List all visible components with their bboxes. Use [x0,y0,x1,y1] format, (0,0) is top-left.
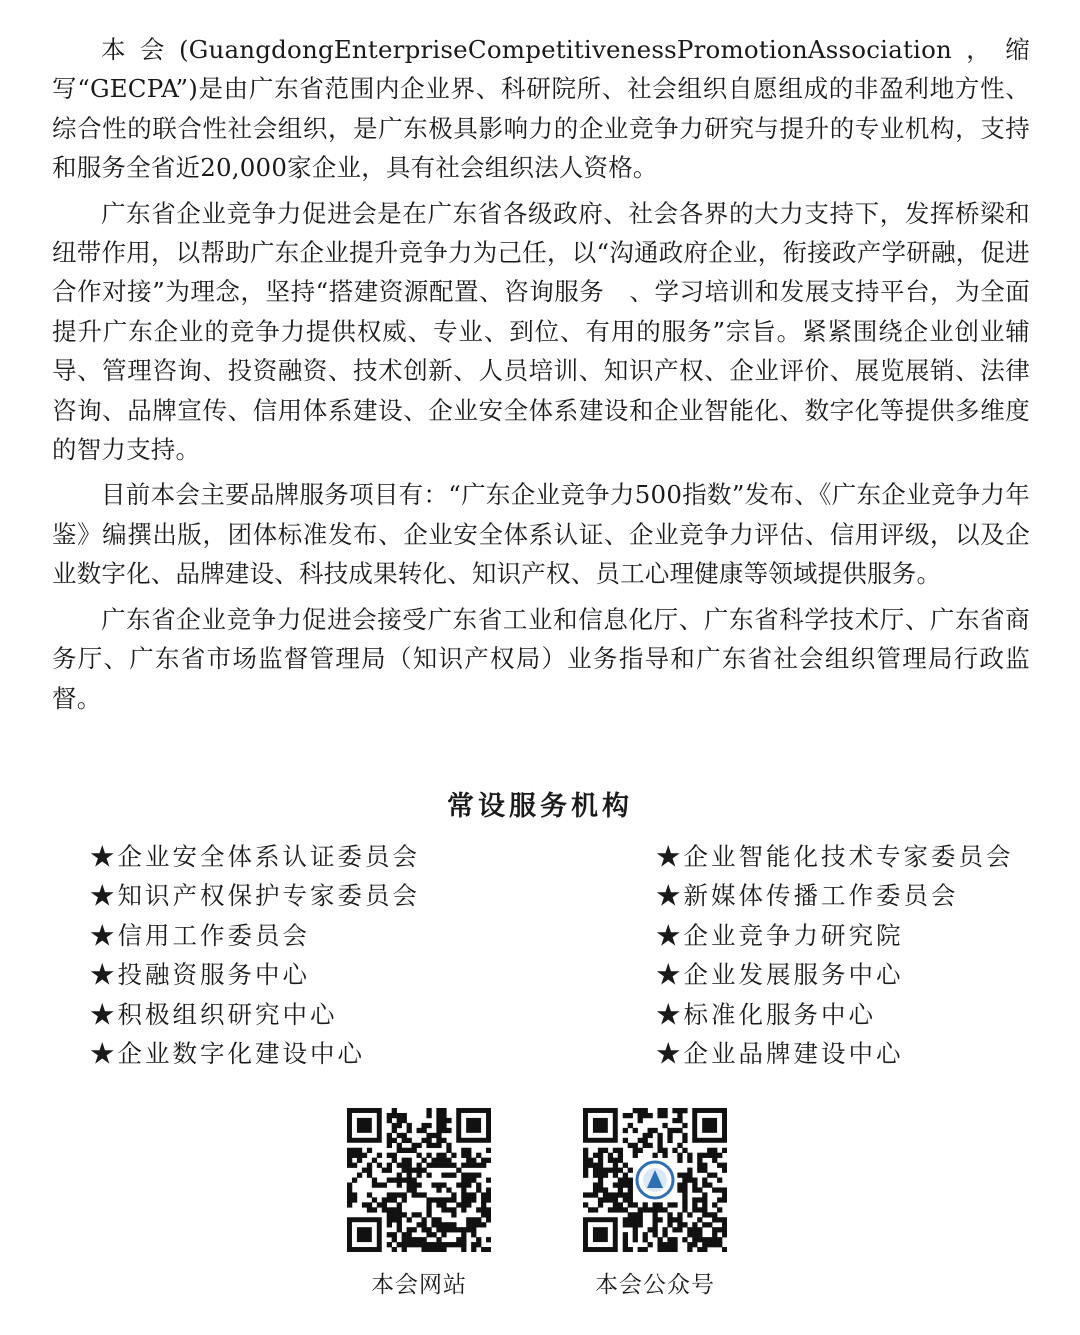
service-item: ★信用工作委员会 [90,920,310,950]
wechat-qr-code[interactable] [583,1108,727,1252]
service-item: ★投融资服务中心 [90,960,310,990]
service-item: ★积极组织研究中心 [90,999,338,1029]
service-item: ★企业发展服务中心 [656,960,904,990]
website-qr-code[interactable] [347,1108,491,1252]
wechat-qr-block [583,1108,727,1299]
intro-paragraph-4: 广东省企业竞争力促进会接受广东省工业和信息化厅、广东省科学技术厅、广东省商务厅、广东省市场监督管理局（知识产权局）业务指导和广东省社会组织管理局行政监督。 [52,604,1030,713]
intro-paragraph-2: 广东省企业竞争力促进会是在广东省各级政府、社会各界的大力支持下，发挥桥梁和纽带作用，以帮助广东企业提升竞争力为己任，以“沟通政府企业，衔接政产学研融，促进合作对接”为理念，坚持“搭建资源配置、咨询服务 、学习培训和发展支持平台，为全面提升广东企业的竞争力提供权威、专业、到位、有用的服务”宗旨。紧紧围绕企业创业辅导、管理咨询、投资融资、技术创新、人员培训、知识产权、企业评价、展览展销、法律咨询、品牌宣传、信用体系建设、企业安全体系建设和企业智能化、数字化等提供多维度的智力支持。 [52,198,1030,465]
intro-paragraph-1: 本会(GuangdongEnterpriseCompetitivenessPromotionAssociation，缩写“GECPA”)是由广东省范围内企业界、科研院所、社会组织自愿组成的非盈利地方性、综合性的联合性社会组织，是广东极具影响力的企业竞争力研究与提升的专业机构，支持和服务全省近20,000家企业，具有社会组织法人资格。 [52,35,1030,183]
services-list-left [90,837,420,1073]
service-item: ★企业数字化建设中心 [90,1039,365,1069]
intro-paragraph-3: 目前本会主要品牌服务项目有：“广东企业竞争力500指数”发布、《广东企业竞争力年鉴》编撰出版，团体标准发布、企业安全体系认证、企业竞争力评估、信用评级，以及企业数字化、品牌建设、科技成果转化、知识产权、员工心理健康等领域提供服务。 [52,480,1030,589]
service-item: ★标准化服务中心 [656,999,876,1029]
intro-section [52,30,1030,724]
wechat-qr-caption: 本会公众号 [595,1272,715,1298]
service-item: ★企业安全体系认证委员会 [90,842,420,871]
services-list-right [656,837,1014,1073]
website-qr-block [347,1108,491,1299]
service-item: ★企业品牌建设中心 [656,1039,904,1069]
services-title: 常设服务机构 [447,791,633,822]
service-item: ★知识产权保护专家委员会 [90,881,420,911]
service-item: ★企业竞争力研究院 [656,920,904,950]
website-qr-caption: 本会网站 [371,1272,467,1298]
service-item: ★企业智能化技术专家委员会 [656,842,1014,871]
service-item: ★新媒体传播工作委员会 [656,881,959,911]
